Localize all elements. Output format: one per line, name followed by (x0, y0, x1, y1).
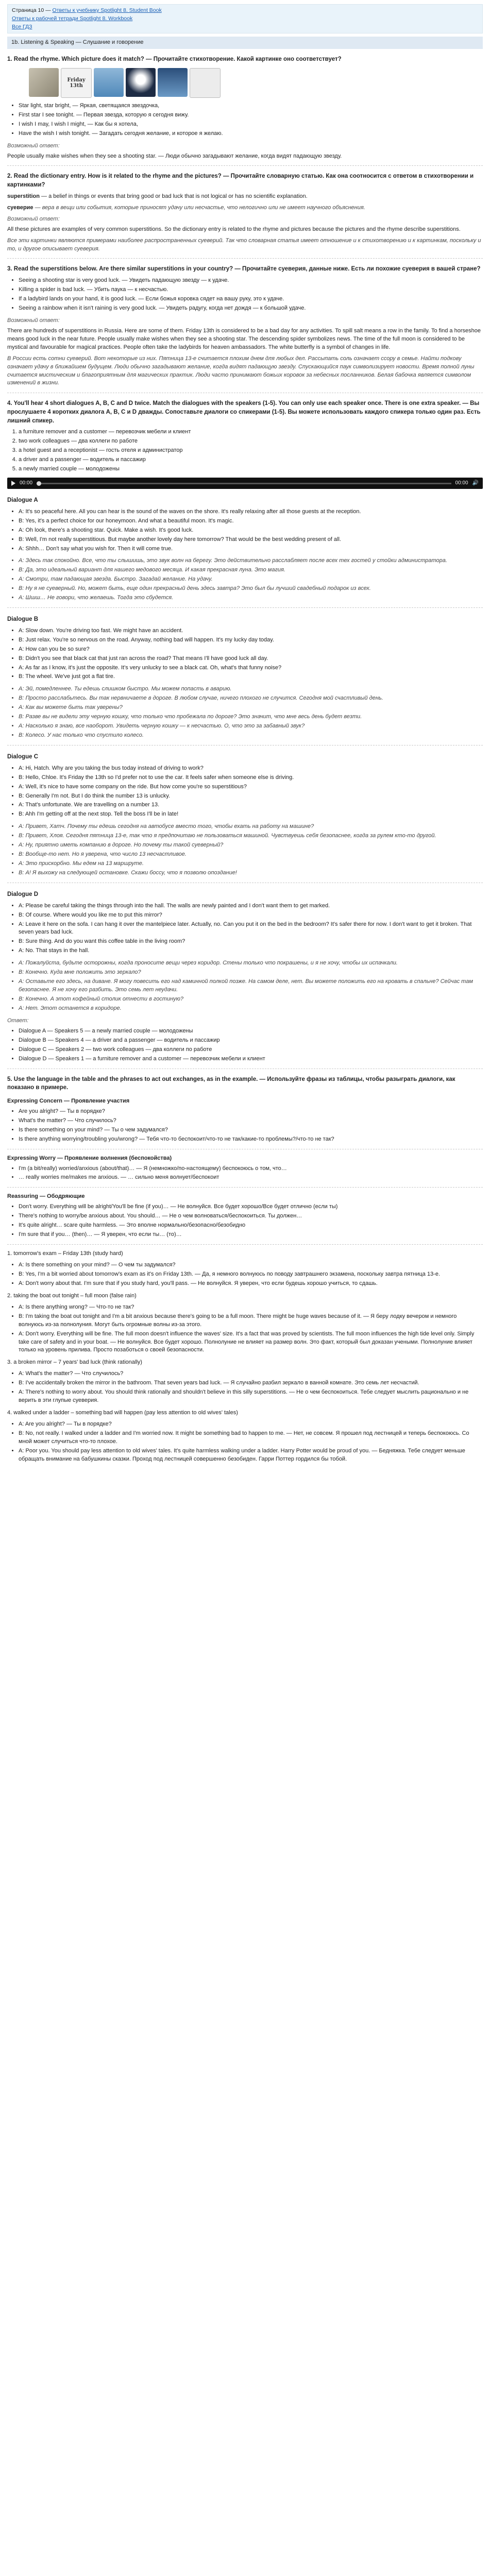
picture-shooting-star (158, 68, 188, 97)
exchange-lines (7, 1420, 483, 1464)
ex2-entry-ru (7, 204, 483, 212)
dialogue-line: • B: Generally I'm not. But I do think the number 13 is unlucky. (19, 792, 483, 801)
answer-item: • Dialogue D — Speakers 1 — a furniture remover and a customer — перевозчик мебели и клиент (19, 1055, 483, 1063)
exchange-topic (7, 1359, 483, 1367)
exchange-topic-text: walked under a ladder – something bad will happen (pay less attention to old wives' tales) (13, 1410, 238, 1416)
concern-heading: Expressing Concern — Проявление участия (7, 1097, 130, 1104)
dialogue-line: • A: Оставьте его здесь, на диване. Я могу повесить его над каминной полкой позже. На самом деле, нет. Вы можете положить его на кровать в спальне? Сейчас там безопаснее. Я не хочу его разбить. Это семь лет неудачи. (19, 978, 483, 994)
answer-item: • Dialogue A — Speakers 5 — a newly married couple — молодожены (19, 1027, 483, 1036)
dialogue-d-en (7, 902, 483, 956)
divider (7, 607, 483, 608)
exchange-topic (7, 1292, 483, 1300)
dialogue-line: • B: Колесо. У нас только что спустило колесо. (19, 732, 483, 740)
dialogue-b-en (7, 627, 483, 682)
ex1-rhyme (7, 102, 483, 138)
phrase-item: • I'm sure that if you… (then)… — Я уверен, что если ты… (то)… (19, 1231, 483, 1239)
dialogue-line: • A: No. That stays in the hall. (19, 947, 483, 955)
dialogue-line: • A: Насколько я знаю, все наоборот. Увидеть черную кошку — к несчастью. О, что это за забавный звук? (19, 722, 483, 731)
dialogue-line: • A: Пожалуйста, будьте осторожны, когда проносите вещи через коридор. Стены только что покрашены, и я не хочу, чтобы их испачкали. (19, 959, 483, 968)
exchange-lines (7, 1303, 483, 1355)
ex1-pictures (29, 68, 483, 98)
exchange-line: • A: There's nothing to worry about. You should think rationally and shouldn't believe in this silly superstitions. — Не о чем беспокоиться. Тебе следует мыслить рационально и не верить в эти глупые суеверия. (19, 1388, 483, 1405)
dialogue-line: • A: As far as I know, it's just the opposite. It's very unlucky to see a black cat. Oh, what's that funny noise? (19, 664, 483, 672)
ex4-speakers (7, 428, 483, 473)
dialogue-line: • A: Шшш… Не говори, что желаешь. Тогда это сбудется. (19, 594, 483, 602)
ex3-answer-ru: В России есть сотни суеверий. Вот некоторые из них. Пятница 13-е считается плохим днем для любых дел. Рассыпать соль означает ссору в семье. Найти подкову означает удачу в ближайшем будущем. Люди обычно загадывают желание, когда видят падающую звезду. Спускающийся паук символизирует новости. Время полной луны считается мистическим и благоприятным для магических практик. Люди часто принимают божьих коровок за небесных посланников. Белая бабочка является символом изменений в жизни. (7, 355, 475, 386)
ex2-entry-ru-word: суеверие (7, 204, 33, 211)
exchange-line: • B: I've accidentally broken the mirror in the bathroom. That seven years bad luck. — Я случайно разбил зеркало в ванной комнате. Это семь лет несчастий. (19, 1379, 483, 1387)
phrase-item: • I'm (a bit/really) worried/anxious (about/that)… — Я (немножко/по-настоящему) беспокоюсь о том, что… (19, 1165, 483, 1173)
ex3-title: 3. Read the superstitions below. Are there similar superstitions in your country? — Прочитайте суеверия, данные ниже. Есть ли похожие суеверия в вашей стране? (7, 266, 481, 273)
exchange-num: 4. (7, 1410, 12, 1416)
dialogue-line: • B: Привет, Хлоя. Сегодня пятница 13-е, так что я предпочитаю не пользоваться машиной. Чувствуешь себя безопаснее, когда за рулем кто-то другой. (19, 832, 483, 840)
audio-player (7, 478, 483, 489)
dialogue-line: • A: Shhh… Don't say what you wish for. Then it will come true. (19, 545, 483, 553)
ex5-answer-1 (7, 1250, 483, 1288)
top-nav-prefix: Страница 10 — (12, 7, 51, 13)
dialogue-line: • B: А! Я выхожу на следующей остановке. Скажи боссу, что я позволю опоздание! (19, 869, 483, 877)
exchange-line: • B: No, not really. I walked under a ladder and I'm worried now. It might be something bad to happen to me. — Нет, не совсем. Я прошел под лестницей и теперь беспокоюсь. Со мной может случиться что-то плохое. (19, 1430, 483, 1446)
top-nav-line3 (12, 23, 478, 31)
dialogue-d-heading: Dialogue D (7, 891, 39, 897)
superstition-item: • Seeing a rainbow when it isn't raining is very good luck. — Увидеть радугу, когда нет дождя — к большой удаче. (19, 304, 483, 313)
ex2-answer-label: Возможный ответ: (7, 215, 60, 222)
dialogue-line: • A: Как вы можете быть так уверены? (19, 704, 483, 712)
dialogue-line: • A: Please be careful taking the things through into the hall. The walls are newly painted and I don't want them to get marked. (19, 902, 483, 910)
student-book-link[interactable]: Ответы к учебнику Spotlight 8. Student Book (52, 7, 162, 13)
exchange-num: 3. (7, 1359, 12, 1366)
rhyme-line: • First star I see tonight. — Первая звезда, которую я сегодня вижу. (19, 111, 483, 120)
rhyme-line: • Star light, star bright, — Яркая, светящаяся звездочка, (19, 102, 483, 110)
workbook-link[interactable]: Ответы к рабочей тетради Spotlight 8. Workbook (12, 15, 133, 22)
superstition-item: • Seeing a shooting star is very good luck. — Увидеть падающую звезду — к удаче. (19, 277, 483, 285)
phrase-item: • Are you alright? — Ты в порядке? (19, 1108, 483, 1116)
exchange-line: • A: Poor you. You should pay less attention to old wives' tales. It's quite harmless walking under a ladder. Harry Potter would be proud of you. — Бедняжка. Тебе следует меньше обращать внимание на бабушкины сказки. Проход под лестницей совершенно безобиден. Гарри Поттер гордился бы тобой. (19, 1447, 483, 1464)
exchange-topic-text: a broken mirror – 7 years' bad luck (think rationally) (13, 1359, 142, 1366)
exchange-line: • A: Are you alright? — Ты в порядке? (19, 1420, 483, 1429)
dialogue-a-heading: Dialogue A (7, 497, 38, 504)
dialogue-line: • A: Hi, Hatch. Why are you taking the bus today instead of driving to work? (19, 765, 483, 773)
ex5-answer-3 (7, 1359, 483, 1405)
dialogue-line: • B: Да, это идеальный вариант для нашего медового месяца. И какая прекрасная луна. Это магия. (19, 566, 483, 574)
picture-black-cat (29, 68, 59, 97)
worry-list (7, 1165, 483, 1182)
phrase-item: • Is there anything worrying/troubling you/wrong? — Тебя что-то беспокоит/что-то не так/какие-то проблемы?/что-то не так? (19, 1136, 483, 1144)
speaker-item: 4. a driver and a passenger — водитель и пассажир (19, 456, 483, 464)
concern-list (7, 1108, 483, 1144)
ex2-entry-en (7, 193, 483, 201)
exchange-line: • A: What's the matter? — Что случилось? (19, 1370, 483, 1378)
dialogue-line: • B: Конечно. А этот кофейный столик отнести в гостиную? (19, 995, 483, 1004)
exchange-topic-text: tomorrow's exam – Friday 13th (study hard) (13, 1250, 123, 1257)
picture-rainbow (94, 68, 124, 97)
section-title: 1b. Listening & Speaking — Слушание и говорение (7, 37, 483, 49)
exchange-num: 2. (7, 1292, 12, 1299)
exchange-line: • A: Is there something on your mind? — О чем ты задумался? (19, 1261, 483, 1269)
exchange-topic (7, 1409, 483, 1417)
phrase-item: • There's nothing to worry/be anxious about. You should… — Не о чем волноваться/беспокоиться. Ты должен… (19, 1212, 483, 1221)
dialogue-line: • A: Нет. Этот останется в коридоре. (19, 1005, 483, 1013)
speaker-item: 3. a hotel guest and a receptionist — гость отеля и администратор (19, 447, 483, 455)
ex1-title: 1. Read the rhyme. Which picture does it match? — Прочитайте стихотворение. Какой картинке оно соответствует? (7, 56, 342, 63)
divider (7, 1244, 483, 1245)
superstition-item: • Killing a spider is bad luck. — Убить паука — к несчастью. (19, 286, 483, 294)
ex3-answer-en: There are hundreds of superstitions in Russia. Here are some of them. Friday 13th is considered to be a bad day for any activities. To spill salt means a row in the family. To find a horseshoe means good luck in the near future. People usually make wishes when they see a shooting star. The descending spider symbolizes news. The time of the full moon is considered to be mystical and favourable for magical practices. People often take the ladybirds for heaven ambassadors. The white butterfly is a symbol of changes in life. (7, 327, 481, 350)
exchange-topic-text: taking the boat out tonight – full moon (false rain) (13, 1292, 137, 1299)
dialogue-line: • B: The wheel. We've just got a flat tire. (19, 673, 483, 681)
dialogue-c-ru (7, 823, 483, 877)
dialogue-b-ru (7, 685, 483, 740)
worry-heading: Expressing Worry — Проявление волнения (беспокойства) (7, 1155, 172, 1161)
ex3-list (7, 277, 483, 313)
dialogue-line: • A: Oh look, there's a shooting star. Quick. Make a wish. It's good luck. (19, 527, 483, 535)
ex2-entry-en-text: — a belief in things or events that bring good or bad luck that is not logical or has no scientific explanation. (39, 193, 308, 199)
superstition-item: • If a ladybird lands on your hand, it is good luck. — Если божья коровка сядет на вашу руку, это к удаче. (19, 295, 483, 303)
ex4-title: 4. You'll hear 4 short dialogues A, B, C and D twice. Match the dialogues with the speakers (1-5). You can only use each speaker once. There is one extra speaker. — Вы прослушаете 4 коротких диалога A, B, C и D дважды. Сопоставьте диалоги со спикерами (1-5). Вы можете использовать каждого спикера только один раз. Есть лишний спикер. (7, 400, 481, 424)
divider (7, 258, 483, 259)
reassure-list (7, 1203, 483, 1239)
dialogue-a-en (7, 508, 483, 553)
ex2-entry-en-word: superstition (7, 193, 40, 199)
dialogue-line: • B: Разве вы не видели эту черную кошку, что только что пробежала по дороге? Это значит, что мне весь день будет везти. (19, 713, 483, 721)
dialogue-d-ru (7, 959, 483, 1013)
picture-broken-mirror (190, 68, 221, 98)
dialogue-line: • B: Hello, Chloe. It's Friday the 13th so I'd prefer not to use the car. It feels safer when someone else is driving. (19, 774, 483, 782)
phrase-item: • Don't worry. Everything will be alright/You'll be fine (if you)… — Не волнуйся. Все будет хорошо/Все будет отлично (если ты) (19, 1203, 483, 1211)
exchange-topic (7, 1250, 483, 1258)
dialogue-c-en (7, 765, 483, 819)
ex4-answer-label: Ответ: (7, 1017, 29, 1024)
play-icon[interactable] (11, 481, 15, 486)
dialogue-line: • A: Slow down. You're driving too fast. We might have an accident. (19, 627, 483, 635)
rhyme-line: • Have the wish I wish tonight. — Загадать сегодня желание, и которое я желаю. (19, 130, 483, 138)
picture-full-moon (126, 68, 156, 97)
dialogue-line: • B: Just relax. You're so nervous on the road. Anyway, nothing bad will happen. It's my lucky day today. (19, 636, 483, 645)
phrase-item: • It's quite alright… scare quite harmless. — Это вполне нормально/безопасно/безобидно (19, 1222, 483, 1230)
dialogue-line: • B: Вообще-то нет. Но я уверена, что число 13 несчастливое. (19, 851, 483, 859)
dialogue-line: • A: That's unfortunate. We are travelling on a number 13. (19, 801, 483, 809)
ex1-answer: People usually make wishes when they see a shooting star. — Люди обычно загадывают желание, когда видят падающую звезду. (7, 152, 342, 159)
dialogue-line: • A: Эй, помедленнее. Ты едешь слишком быстро. Мы можем попасть в аварию. (19, 685, 483, 693)
top-nav-box (7, 4, 483, 33)
dialogue-line: • B: Конечно. Куда мне положить это зеркало? (19, 969, 483, 977)
top-nav-line1 (12, 7, 478, 15)
speaker-item: 5. a newly married couple — молодожены (19, 465, 483, 473)
dialogue-line: • A: Здесь так спокойно. Все, что ты слышишь, это звук волн на берегу. Это действительно расслабляет после всех тех гостей у стойки администратора. (19, 557, 483, 565)
rhyme-line: • I wish I may, I wish I might, — Как бы я хотела, (19, 121, 483, 129)
ex5-answer-2 (7, 1292, 483, 1355)
picture-friday-13 (61, 68, 92, 98)
dialogue-a-ru (7, 557, 483, 602)
exchange-line: • A: Is there anything wrong? — Что-то не так? (19, 1303, 483, 1312)
phrase-item: • What's the matter? — Что случилось? (19, 1117, 483, 1125)
divider (7, 1187, 483, 1188)
picture-friday-13-label: Friday 13th (67, 77, 86, 89)
exchange-lines (7, 1261, 483, 1288)
ex2-entry-ru-text: — вера в вещи или события, которые приносят удачу или несчастье, что нелогично или не имеет научного объяснения. (33, 204, 365, 211)
dialogue-line: • A: Leave it here on the sofa. I can hang it over the mantelpiece later. Actually, no. Can you put it on the bed in the bedroom? It's safer there for now. I don't want to get it broken. That seven years bad luck. (19, 921, 483, 937)
answer-item: • Dialogue B — Speakers 4 — a driver and a passenger — водитель и пассажир (19, 1037, 483, 1045)
reassure-heading: Reassuring — Ободряющие (7, 1193, 85, 1200)
ex5-title: 5. Use the language in the table and the phrases to act out exchanges, as in the example. — Используйте фразы из таблицы, чтобы разыграть диалоги, как показано в примере. (7, 1076, 455, 1091)
audio-duration: 00:00 (455, 480, 468, 486)
ex3-answer-label: Возможный ответ: (7, 317, 60, 324)
top-nav-line2 (12, 15, 478, 23)
dialogue-line: • B: Просто расслабьтесь. Вы так нервничаете в дороге. В любом случае, ничего плохого не случится. Сегодня мой счастливый день. (19, 694, 483, 703)
ex2-answer-en: All these pictures are examples of very common superstitions. So the dictionary entry is related to the rhyme and pictures because the pictures and the rhyme describe superstitions. (7, 226, 461, 232)
exchange-num: 1. (7, 1250, 12, 1257)
dialogue-line: • A: Привет, Хатч. Почему ты едешь сегодня на автобусе вместо того, чтобы ехать на работу на машине? (19, 823, 483, 831)
dialogue-line: • A: It's so peaceful here. All you can hear is the sound of the waves on the shore. It's really relaxing after all those guests at the reception. (19, 508, 483, 516)
exchange-line: • B: Yes, I'm a bit worried about tomorrow's exam as it's on Friday 13th. — Да, я немного волнуюсь по поводу завтрашнего экзамена, поскольку завтра пятница 13-е. (19, 1270, 483, 1279)
exchange-line: • A: Don't worry. Everything will be fine. The full moon doesn't influence the waves' size. It's a fact that was proved by scientists. The full moon influences the high tide level only. Simply take care of safety and in your boat. — Не волнуйся. Все будет хорошо. Полнолуние не влияет на размер волн. Это факт, который был доказан учеными. Полнолуние влияет только на уровень прилива. Просто позаботься о своей безопасности. (19, 1330, 483, 1355)
all-gdz-link[interactable]: Все ГДЗ (12, 23, 32, 30)
dialogue-line: • B: Of course. Where would you like me to put this mirror? (19, 911, 483, 920)
ex2-title: 2. Read the dictionary entry. How is it related to the rhyme and the pictures? — Прочитайте словарную статью. Как она соотносится с ответом в стихотворении и картинками? (7, 173, 474, 189)
dialogue-line: • B: Sure thing. And do you want this coffee table in the living room? (19, 938, 483, 946)
speaker-item: 1. a furniture remover and a customer — перевозчик мебели и клиент (19, 428, 483, 436)
dialogue-line: • B: Didn't you see that black cat that just ran across the road? That means I'll have good luck all day. (19, 655, 483, 663)
dialogue-line: • A: Это прискорбно. Мы едем на 13 маршруте. (19, 860, 483, 868)
dialogue-line: • B: Ну я не суеверный. Но, может быть, еще один прекрасный день здесь завтра? Это был бы лучший свадебный подарок из всех. (19, 585, 483, 593)
ex1-answer-label: Возможный ответ: (7, 142, 60, 149)
dialogue-line: • B: Well, I'm not really superstitious. But maybe another lovely day here tomorrow? That would be the best wedding present of all. (19, 536, 483, 544)
audio-progress-bar[interactable] (37, 483, 451, 484)
dialogue-line: • A: How can you be so sure? (19, 646, 483, 654)
speaker-item: 2. two work colleagues — два коллеги по работе (19, 437, 483, 446)
ex2-answer-ru: Все эти картинки являются примерами наиболее распространенных суеверий. Так что словарная статья имеет отношение и к стихотворению и к картинкам, поскольку и то, и другое описывает суеверия. (7, 237, 481, 252)
ex4-answer-list (7, 1027, 483, 1063)
exchange-lines (7, 1370, 483, 1405)
dialogue-line: • B: Yes, it's a perfect choice for our honeymoon. And what a beautiful moon. It's magic. (19, 517, 483, 526)
phrase-item: • Is there something on your mind? — Ты о чем задумался? (19, 1126, 483, 1134)
dialogue-b-heading: Dialogue B (7, 616, 39, 623)
dialogue-line: • A: Смотри, там падающая звезда. Быстро. Загадай желание. На удачу. (19, 575, 483, 584)
dialogue-line: • A: Well, it's nice to have some company on the ride. But how come you're so superstitious? (19, 783, 483, 791)
phrase-item: • … really worries me/makes me anxious. — … сильно меня волнует/беспокоит (19, 1174, 483, 1182)
dialogue-c-heading: Dialogue C (7, 754, 39, 760)
ex5-answer-4 (7, 1409, 483, 1464)
answer-item: • Dialogue C — Speakers 2 — two work colleagues — два коллеги по работе (19, 1046, 483, 1054)
divider (7, 165, 483, 166)
dialogue-line: • B: Ahh I'm getting off at the next stop. Tell the boss I'll be in late! (19, 810, 483, 819)
exchange-line: • B: I'm taking the boat out tonight and I'm a bit anxious because there's going to be a full moon. There might be huge waves because of it. — Я беру лодку вечером и немного волнуюсь из-за полнолуния. Могут быть огромные волны из-за этого. (19, 1313, 483, 1329)
audio-current-time: 00:00 (20, 480, 33, 486)
exchange-line: • A: Don't worry about that. I'm sure that if you study hard, you'll pass. — Не волнуйся. Я уверен, что если будешь хорошо учиться, то сдашь. (19, 1280, 483, 1288)
dialogue-line: • A: Ну, приятно иметь компанию в дороге. Но почему ты такой суеверный? (19, 841, 483, 850)
volume-icon[interactable]: 🔊 (472, 480, 479, 486)
